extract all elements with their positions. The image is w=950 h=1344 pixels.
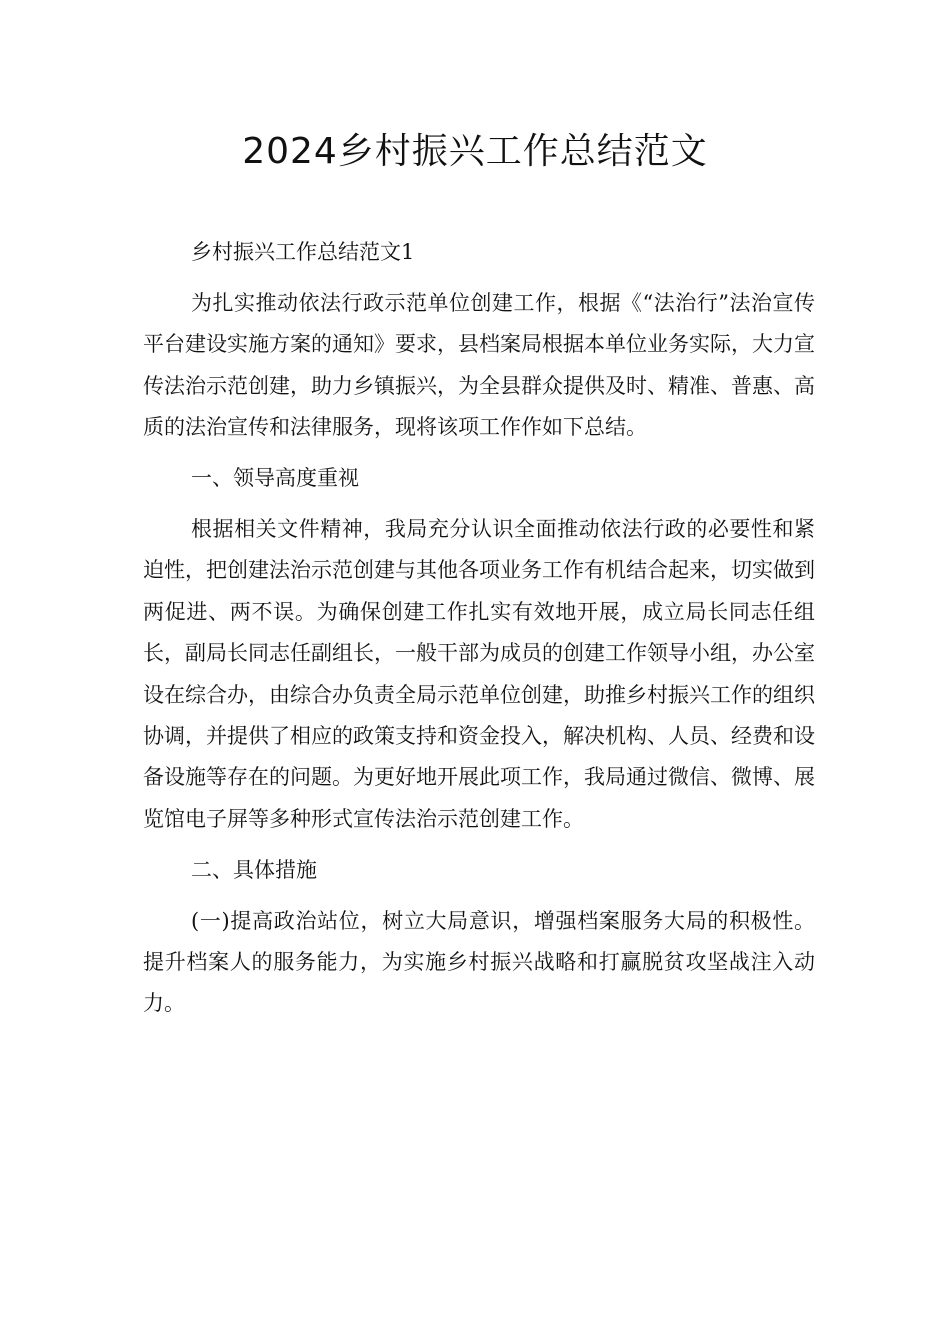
section-heading-leadership: 一、领导高度重视 [191,466,359,491]
section-heading-subtitle: 乡村振兴工作总结范文1 [191,240,415,264]
document-body [143,232,815,1034]
intro-paragraph: 为扎实推动依法行政示范单位创建工作，根据《“法治行”法治宣传平台建设实施方案的通知》要求，县档案局根据本单位业务实际，大力宣传法治示范创建，助力乡镇振兴，为全县群众提供及时、精准、普惠、高质的法治宣传和法律服务，现将该项工作作如下总结。 [143,290,815,440]
measures-paragraph-1: (一)提高政治站位，树立大局意识，增强档案服务大局的积极性。提升档案人的服务能力，为实施乡村振兴战略和打赢脱贫攻坚战注入动力。 [143,908,815,1016]
leadership-paragraph: 根据相关文件精神，我局充分认识全面推动依法行政的必要性和紧迫性，把创建法治示范创建与其他各项业务工作有机结合起来，切实做到两促进、两不误。为确保创建工作扎实有效地开展，成立局长同志任组长，副局长同志任副组长，一般干部为成员的创建工作领导小组，办公室设在综合办，由综合办负责全局示范单位创建，助推乡村振兴工作的组织协调，并提供了相应的政策支持和资金投入，解决机构、人员、经费和设备设施等存在的问题。为更好地开展此项工作，我局通过微信、微博、展览馆电子屏等多种形式宣传法治示范创建工作。 [143,516,815,831]
document-title: 2024乡村振兴工作总结范文 [242,131,708,172]
section-heading-measures: 二、具体措施 [191,857,317,882]
